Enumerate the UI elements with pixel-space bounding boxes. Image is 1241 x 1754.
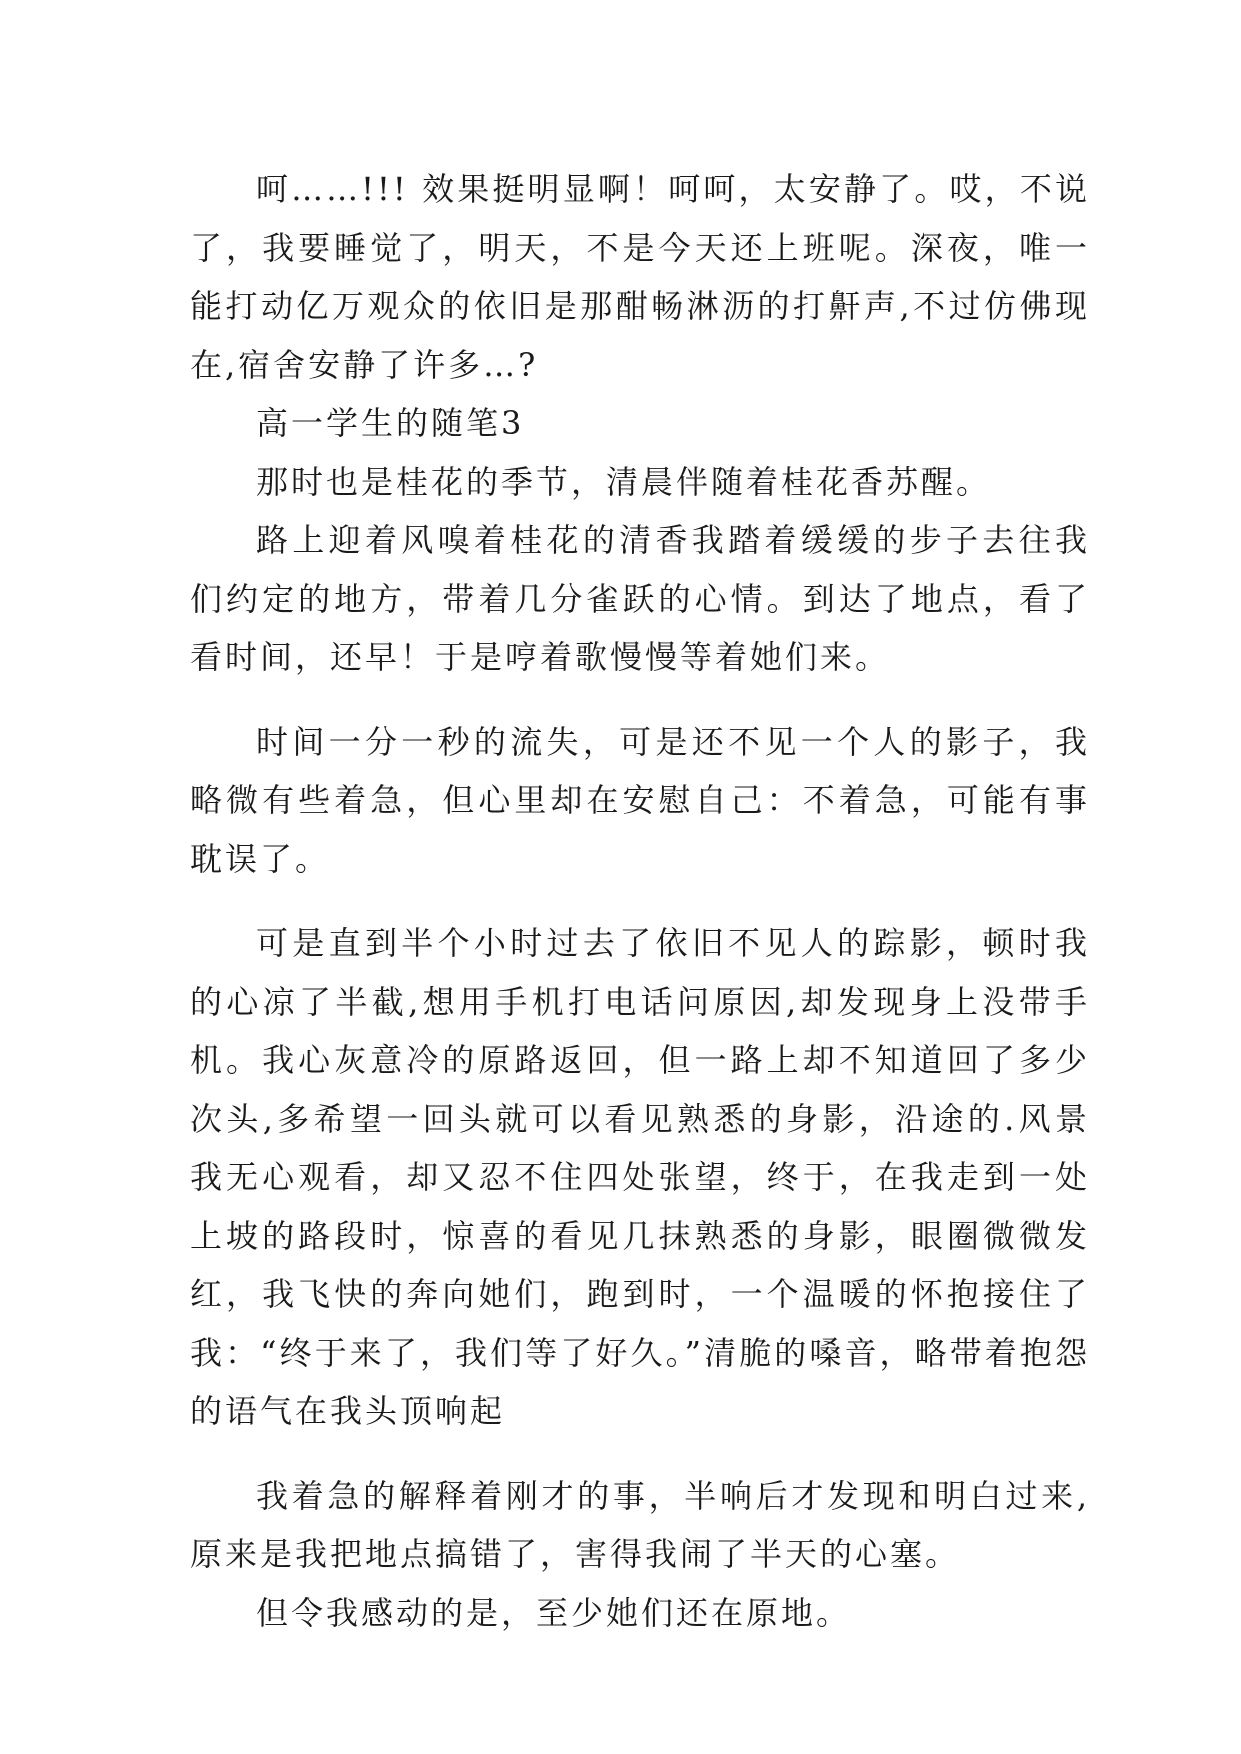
paragraph-snoring-ending: 呵……!!! 效果挺明显啊！呵呵，太安静了。哎，不说了，我要睡觉了，明天，不是今天还上班呢。深夜，唯一能打动亿万观众的依旧是那酣畅淋沥的打鼾声,不过仿佛现在,宿舍安静了许多…? [190, 170, 1090, 384]
paragraph-returning: 可是直到半个小时过去了依旧不见人的踪影，顿时我的心凉了半截,想用手机打电话问原因,却发现身上没带手机。我心灰意冷的原路返回，但一路上却不知道回了多少次头,多希望一回头就可以看见熟悉的身影，沿途的.风景我无心观看，却又忍不住四处张望，终于，在我走到一处上坡的路段时，惊喜的看见几抹熟悉的身影，眼圈微微发红，我飞快的奔向她们，跑到时，一个温暖的怀抱接住了我：“终于来了，我们等了好久。”清脆的嗓音，略带着抱怨的语气在我头顶响起 [190, 924, 1090, 1430]
paragraph-explanation: 我着急的解释着刚才的事，半响后才发现和明白过来,原来是我把地点搞错了，害得我闹了半天的心塞。 [190, 1476, 1090, 1573]
paragraph-waiting: 时间一分一秒的流失，可是还不见一个人的影子，我略微有些着急，但心里却在安慰自己：不着急，可能有事耽误了。 [190, 722, 1090, 878]
paragraph-walk-to-meeting: 路上迎着风嗅着桂花的清香我踏着缓缓的步子去往我们约定的地方，带着几分雀跃的心情。到达了地点，看了看时间，还早！于是哼着歌慢慢等着她们来。 [190, 521, 1090, 676]
document-page [190, 160, 1090, 1642]
paragraph-osmanthus-season: 那时也是桂花的季节，清晨伴随着桂花香苏醒。 [256, 462, 992, 501]
paragraph-conclusion: 但令我感动的是，至少她们还在原地。 [256, 1593, 852, 1632]
section-heading: 高一学生的随笔3 [256, 404, 525, 442]
